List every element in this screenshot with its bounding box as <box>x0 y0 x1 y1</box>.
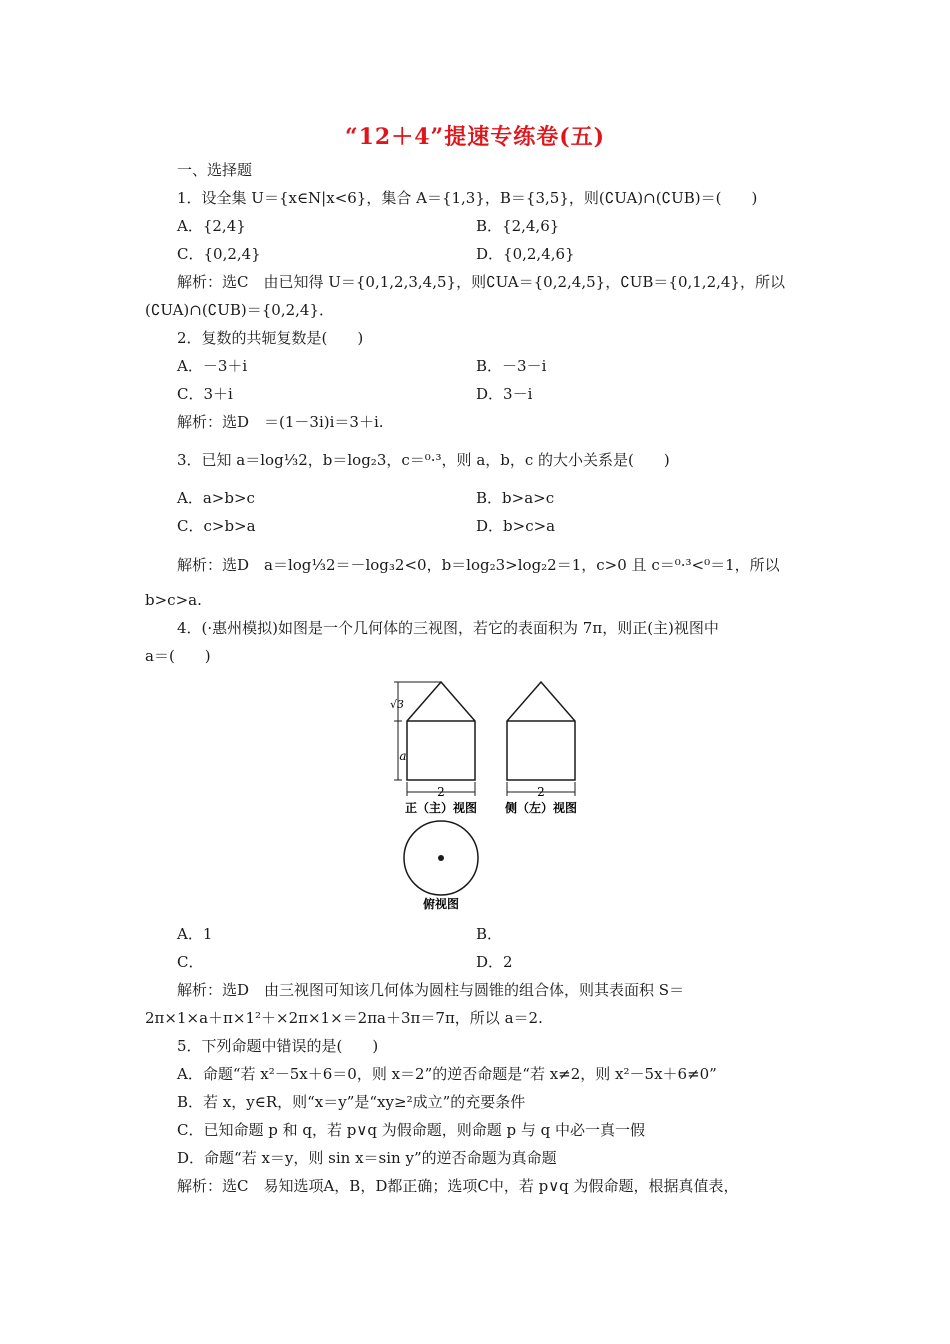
top-view-center-dot <box>438 855 444 861</box>
question-3-analysis-cont: b>c>a. <box>145 591 202 609</box>
page-title: “12＋4”提速专练卷(五) <box>344 124 606 150</box>
question-5-option-a: A．命题“若 x²－5x＋6＝0，则 x＝2”的逆否命题是“若 x≠2，则 x²－5x＋6≠0” <box>177 1065 717 1083</box>
question-5-stem: 5．下列命题中错误的是( ) <box>177 1037 379 1055</box>
question-5-option-b: B．若 x，y∈R，则“x＝y”是“xy≥²成立”的充要条件 <box>177 1093 526 1111</box>
question-3-option-b: B．b>a>c <box>476 489 555 507</box>
question-3-analysis: 解析：选D a＝log⅓2＝－log₃2<0，b＝log₂3>log₂2＝1，c>0 且 c＝⁰·³<⁰＝1，所以 <box>177 556 780 574</box>
question-4-option-d: D．2 <box>476 953 513 971</box>
question-1-option-b: B．{2,4,6} <box>476 217 560 235</box>
question-3-stem: 3．已知 a＝log⅓2，b＝log₂3，c＝⁰·³，则 a，b，c 的大小关系是( ) <box>177 451 670 469</box>
label-top-view: 俯视图 <box>422 897 460 911</box>
question-4-option-b: B． <box>476 925 503 943</box>
label-two-front: 2 <box>437 785 445 799</box>
question-4-stem: 4．(·惠州模拟)如图是一个几何体的三视图，若它的表面积为 7π，则正(主)视图中 <box>177 619 719 637</box>
question-4-analysis-cont: 2π×1×a＋π×1²＋×2π×1×＝2πa＋3π＝7π，所以 a＝2. <box>145 1009 543 1027</box>
label-two-side: 2 <box>537 785 545 799</box>
question-2-option-d: D．3－i <box>476 385 533 403</box>
question-1-option-c: C．{0,2,4} <box>177 245 261 263</box>
label-front-view: 正（主）视图 <box>404 801 478 815</box>
question-4-stem-cont: a＝( ) <box>145 647 211 665</box>
label-sqrt3: √3 <box>389 698 405 711</box>
front-view-shape <box>407 682 475 780</box>
question-1-option-a: A．{2,4} <box>177 217 246 235</box>
question-4-option-a: A．1 <box>177 925 213 943</box>
question-2-option-a: A．－3＋i <box>177 357 248 375</box>
question-3-option-c: C．c>b>a <box>177 517 256 535</box>
section-heading: 一、选择题 <box>177 161 253 179</box>
question-3-option-d: D．b>c>a <box>476 517 556 535</box>
label-a: a <box>399 749 407 763</box>
label-side-view: 侧（左）视图 <box>504 801 578 815</box>
side-view-shape <box>507 682 575 780</box>
question-4-analysis: 解析：选D 由三视图可知该几何体为圆柱与圆锥的组合体，则其表面积 S＝ <box>177 981 685 999</box>
three-view-figure <box>360 672 600 912</box>
question-1-analysis: 解析：选C 由已知得 U＝{0,1,2,3,4,5}，则∁UA＝{0,2,4,5}，∁UB＝{0,1,2,4}，所以 <box>177 273 785 291</box>
question-1-option-d: D．{0,2,4,6} <box>476 245 575 263</box>
question-2-option-c: C．3＋i <box>177 385 233 403</box>
question-4-option-c: C． <box>177 953 204 971</box>
question-2-analysis: 解析：选D ＝(1－3i)i＝3＋i. <box>177 413 384 431</box>
question-5-analysis: 解析：选C 易知选项A，B，D都正确；选项C中，若 p∨q 为假命题，根据真值表， <box>177 1177 739 1195</box>
question-5-option-d: D．命题“若 x＝y，则 sin x＝sin y”的逆否命题为真命题 <box>177 1149 557 1167</box>
question-1-stem: 1．设全集 U＝{x∈N|x<6}，集合 A＝{1,3}，B＝{3,5}，则(∁UA)∩(∁UB)＝( ) <box>177 189 758 207</box>
question-3-option-a: A．a>b>c <box>177 489 255 507</box>
question-5-option-c: C．已知命题 p 和 q，若 p∨q 为假命题，则命题 p 与 q 中必一真一假 <box>177 1121 645 1139</box>
question-2-stem: 2．复数的共轭复数是( ) <box>177 329 364 347</box>
question-2-option-b: B．－3－i <box>476 357 547 375</box>
question-1-analysis-cont: (∁UA)∩(∁UB)＝{0,2,4}． <box>145 301 334 319</box>
